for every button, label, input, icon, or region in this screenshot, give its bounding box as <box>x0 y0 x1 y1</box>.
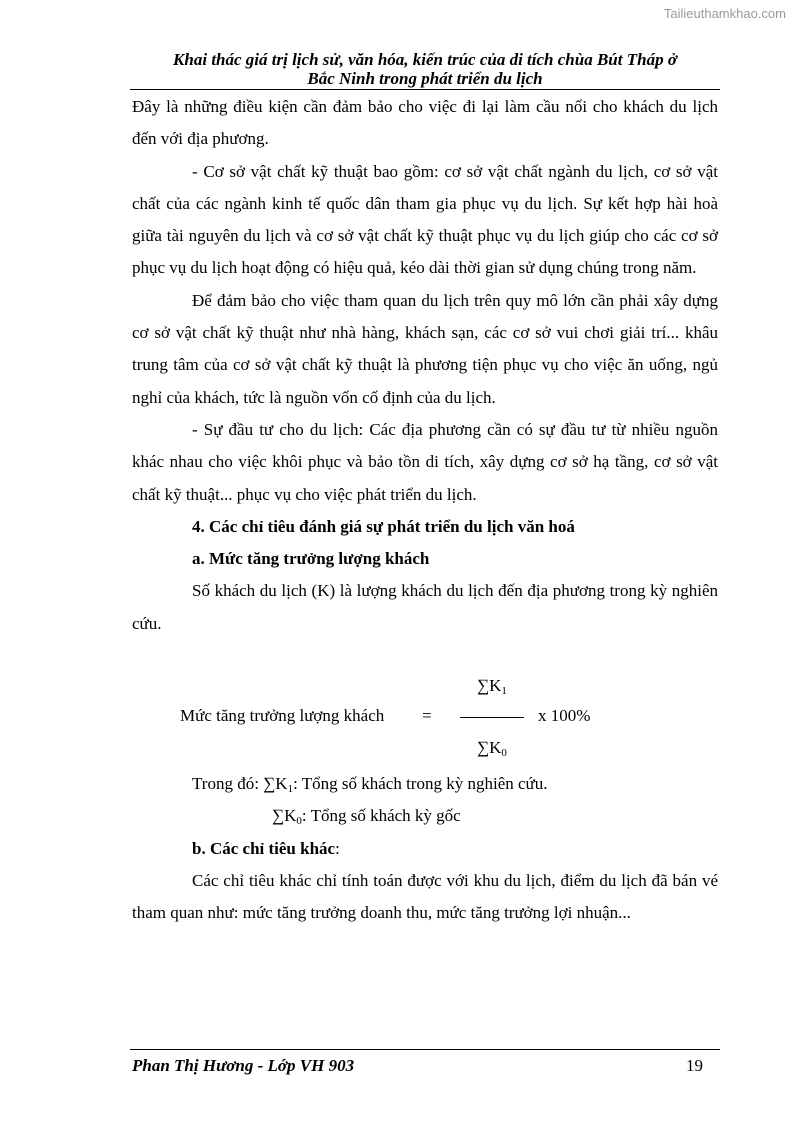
paragraph-2: - Cơ sở vật chất kỹ thuật bao gồm: cơ sở vật chất ngành du lịch, cơ sở vật chất của các ngành kinh tế quốc dân tham gia phục vụ du lịch. Sự kết hợp hài hoà giữa tài nguyên du lịch và cơ sở vật chất kỹ thuật phục vụ du lịch giúp cho các cơ sở phục vụ du lịch hoạt động có hiệu quả, kéo dài thời gian sử dụng chúng trong năm. <box>132 161 718 278</box>
body-text-continued <box>132 768 718 929</box>
paragraph-k-definition: Số khách du lịch (K) là lượng khách du lịch đến địa phương trong kỳ nghiên cứu. <box>132 581 718 633</box>
header-rule <box>130 89 720 90</box>
growth-formula <box>132 672 718 768</box>
body-text <box>132 91 718 640</box>
section-heading-4: 4. Các chỉ tiêu đánh giá sự phát triển du lịch văn hoá <box>192 516 575 536</box>
footer-author: Phan Thị Hương - Lớp VH 903 <box>132 1056 355 1075</box>
watermark: Tailieuthamkhao.com <box>663 6 786 21</box>
sigma-symbol: ∑ <box>477 738 490 757</box>
page-number: 19 <box>686 1056 703 1075</box>
subheading-a: a. Mức tăng trưởng lượng khách <box>192 549 430 569</box>
header-line-1: Khai thác giá trị lịch sử, văn hóa, kiến trúc của di tích chùa Bút Tháp ở <box>173 50 677 69</box>
running-header <box>132 50 718 88</box>
sigma-symbol: ∑ <box>477 676 490 695</box>
formula-denominator: $\sum K_0$ <box>477 738 507 759</box>
paragraph-1: Đây là những điều kiện cần đảm bảo cho việc đi lại làm cầu nối cho khách du lịch đến với địa phương. <box>132 97 718 149</box>
where-k1: Trong đó: $\sum K_1$: Tổng số khách trong kỳ nghiên cứu. <box>192 774 548 795</box>
formula-numerator: $\sum K_1$ <box>477 676 507 697</box>
header-line-2: Bắc Ninh trong phát triển du lịch <box>307 69 543 88</box>
footer-rule <box>130 1049 720 1050</box>
where-k0: $\sum K_0$: Tổng số khách kỳ gốc <box>272 806 461 828</box>
fraction-bar <box>460 717 524 718</box>
formula-multiplier: x 100% <box>538 706 591 725</box>
subheading-b: b. Các chỉ tiêu khác: <box>192 838 340 858</box>
formula-label: Mức tăng trưởng lượng khách <box>180 706 385 725</box>
formula-equals: = <box>422 706 432 725</box>
paragraph-other-indicators: Các chỉ tiêu khác chỉ tính toán được với khu du lịch, điểm du lịch đã bán vé tham quan như: mức tăng trưởng doanh thu, mức tăng trưởng lợi nhuận... <box>132 870 718 923</box>
paragraph-4: - Sự đầu tư cho du lịch: Các địa phương cần có sự đầu tư từ nhiều nguồn khác nhau cho việc khôi phục và bảo tồn di tích, xây dựng cơ sở hạ tầng, cơ sở vật chất kỹ thuật... phục vụ cho việc phát triển du lịch. <box>132 419 718 504</box>
paragraph-3: Để đảm bảo cho việc tham quan du lịch trên quy mô lớn cần phải xây dựng cơ sở vật chất kỹ thuật như nhà hàng, khách sạn, các cơ sở vui chơi giải trí... khâu trung tâm của cơ sở vật chất kỹ thuật là phương tiện phục vụ cho việc ăn uống, ngủ nghỉ của khách, tức là nguồn vốn cố định của du lịch. <box>132 290 718 407</box>
